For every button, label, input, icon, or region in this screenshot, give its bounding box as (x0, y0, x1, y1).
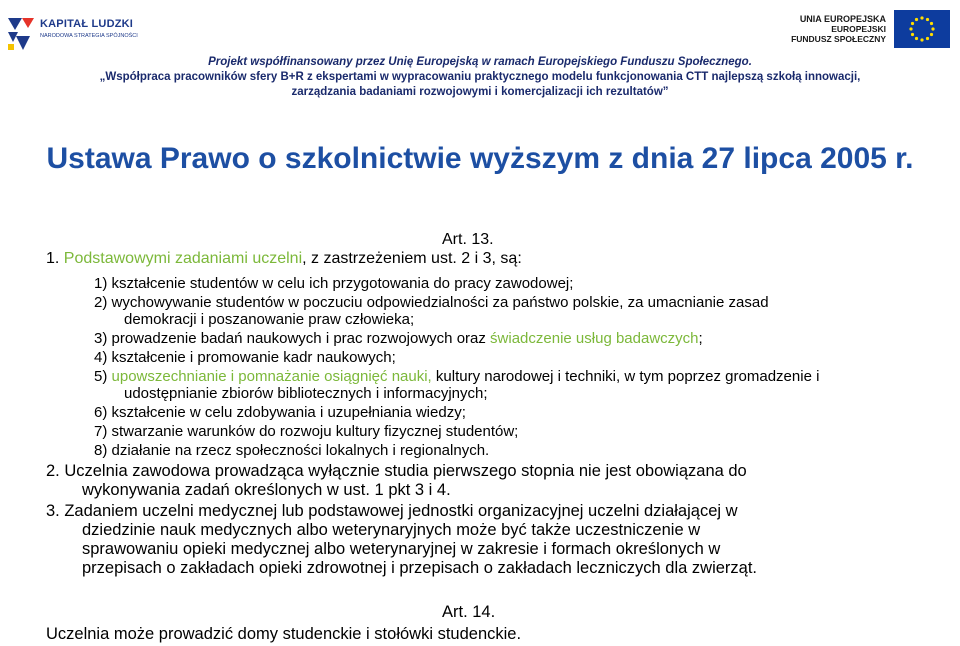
art13-paragraph2-line2: wykonywania zadań określonych w ust. 1 pkt 3 i 4. (82, 481, 451, 499)
eu-logo-line2: EUROPEJSKI (831, 24, 886, 34)
art13-p1-rest: , z zastrzeżeniem ust. 2 i 3, są: (302, 250, 522, 267)
art13-paragraph3-line3: sprawowaniu opieki medycznej albo weterynaryjnej w zakresie i formach określonych w (82, 540, 721, 558)
kapital-ludzki-name: KAPITAŁ LUDZKI (40, 18, 134, 30)
art13-paragraph3-line4: przepisach o zakładach opieki zdrowotnej i przepisach o zakładach leczniczych dla zwierząt. (82, 559, 758, 577)
art14-heading: Art. 14. (442, 603, 496, 621)
art13-paragraph3-line2: dziedzinie nauk medycznych albo weterynaryjnych może być także uczestniczenie w (82, 521, 701, 539)
kapital-ludzki-subtitle: NARODOWA STRATEGIA SPÓJNOŚCI (40, 33, 138, 39)
art13-item2-line1: 2) wychowywanie studentów w poczuciu odpowiedzialności za państwo polskie, za umacnianie zasad (94, 294, 769, 311)
art13-item6: 6) kształcenie w celu zdobywania i uzupełniania wiedzy; (94, 404, 466, 421)
art13-item1: 1) kształcenie studentów w celu ich przygotowania do pracy zawodowej; (94, 275, 574, 292)
art13-p1-num: 1. (46, 250, 64, 267)
art13-item5-line1: 5) upowszechnianie i pomnażanie osiągnięć nauki, kultury narodowej i techniki, w tym poprzez gromadzenie i (94, 368, 820, 385)
page-title: Ustawa Prawo o szkolnictwie wyższym z dnia 27 lipca 2005 r. (46, 142, 914, 175)
art13-item3-highlight: świadczenie usług badawczych (490, 330, 699, 347)
project-header-line2: „Współpraca pracowników sfery B+R z ekspertami w wypracowaniu praktycznego modelu funkcjonowania CTT najlepszą szkołą innowacji, (99, 71, 861, 83)
kapital-ludzki-mark-icon (6, 14, 36, 54)
art13-p1-highlight: Podstawowymi zadaniami uczelni (63, 250, 303, 267)
art14-text: Uczelnia może prowadzić domy studenckie i stołówki studenckie. (46, 625, 522, 643)
eu-logo-line3: FUNDUSZ SPOŁECZNY (791, 34, 886, 44)
art13-paragraph1 (46, 250, 522, 268)
art13-item5-line2: udostępnianie zbiorów bibliotecznych i informacyjnych; (124, 385, 488, 402)
project-header-line1: Projekt współfinansowany przez Unię Europejską w ramach Europejskiego Funduszu Społecznego. (208, 56, 752, 68)
kapital-ludzki-logo (6, 14, 138, 54)
eu-logo-line1: UNIA EUROPEJSKA (799, 14, 886, 24)
art13-item8: 8) działanie na rzecz społeczności lokalnych i regionalnych. (94, 442, 490, 459)
art13-item5-highlight: upowszechnianie i pomnażanie osiągnięć nauki, (111, 368, 432, 385)
eu-logo-text (791, 14, 886, 44)
eu-logo (790, 10, 950, 50)
art13-item7: 7) stwarzanie warunków do rozwoju kultury fizycznej studentów; (94, 423, 519, 440)
project-header-line3: zarządzania badaniami rozwojowymi i komercjalizacji ich rezultatów” (291, 86, 669, 98)
art13-item2-line2: demokracji i poszanowanie praw człowieka; (124, 311, 415, 328)
art13-paragraph2-line1: 2. Uczelnia zawodowa prowadząca wyłącznie studia pierwszego stopnia nie jest obowiązana do (46, 462, 747, 480)
art13-item4: 4) kształcenie i promowanie kadr naukowych; (94, 349, 396, 366)
art13-heading: Art. 13. (442, 231, 494, 248)
art13-paragraph3-line1: 3. Zadaniem uczelni medycznej lub podstawowej jednostki organizacyjnej uczelni działającej w (46, 502, 738, 520)
eu-flag-icon (894, 10, 950, 48)
art13-item3: 3) prowadzenie badań naukowych i prac rozwojowych oraz świadczenie usług badawczych; (94, 330, 703, 347)
